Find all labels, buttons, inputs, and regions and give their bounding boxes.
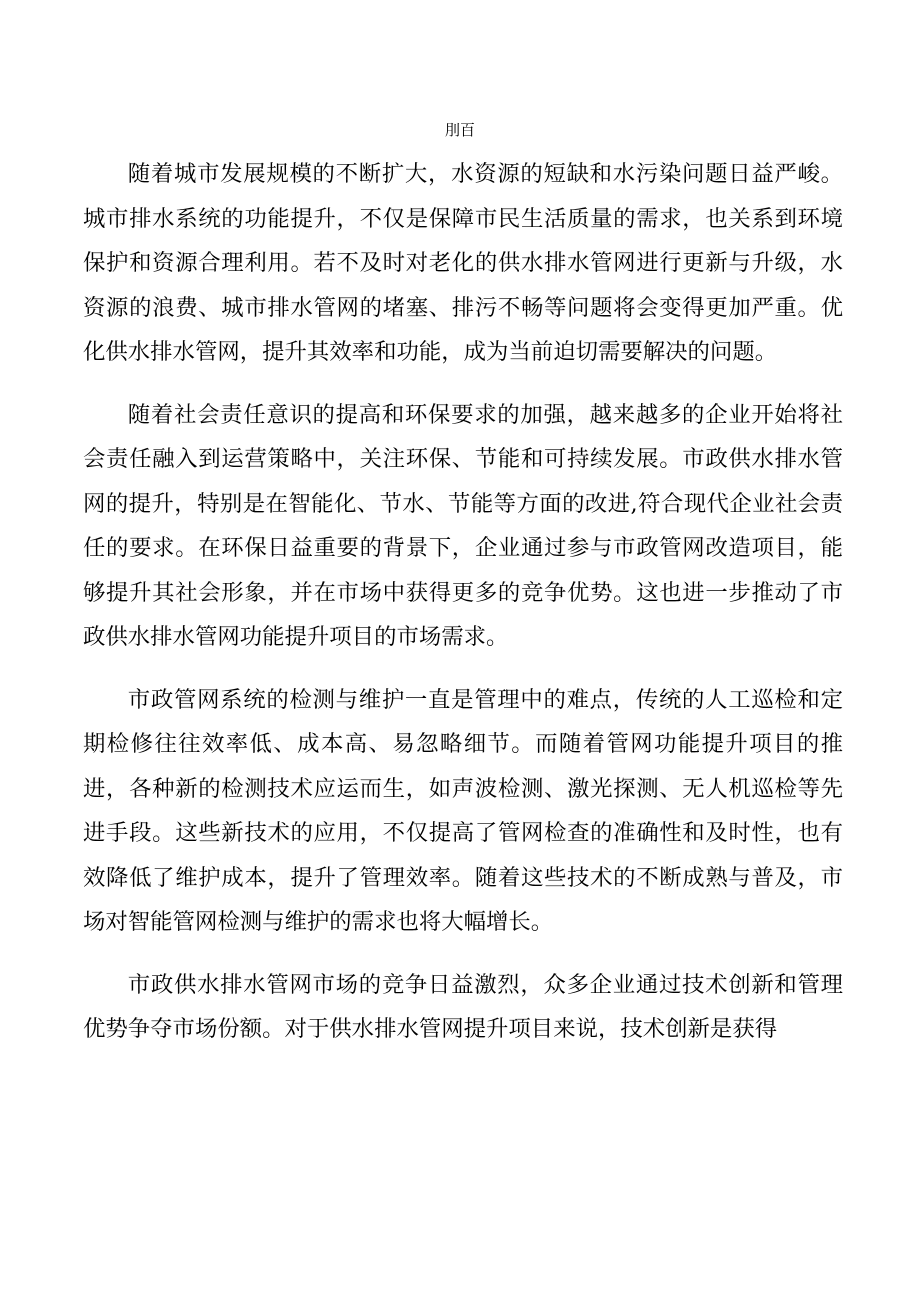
paragraph-3: 市政管网系统的检测与维护一直是管理中的难点，传统的人工巡检和定期检修往往效率低、成本高、易忽略细节。而随着管网功能提升项目的推进，各种新的检测技术应运而生，如声波检测、激光探测、无人机巡检等先进手段。这些新技术的应用，不仅提高了管网检查的准确性和及时性，也有效降低了维护成本，提升了管理效率。随着这些技术的不断成熟与普及，市场对智能管网检测与维护的需求也将大幅增长。	[83, 686, 843, 935]
page-heading: 刖百	[444, 121, 475, 139]
document-body	[83, 152, 843, 1070]
paragraph-4: 市政供水排水管网市场的竞争日益激烈，众多企业通过技术创新和管理优势争夺市场份额。对于供水排水管网提升项目来说，技术创新是获得	[83, 971, 843, 1042]
paragraph-1: 随着城市发展规模的不断扩大，水资源的短缺和水污染问题日益严峻。城市排水系统的功能提升，不仅是保障市民生活质量的需求，也关系到环境保护和资源合理利用。若不及时对老化的供水排水管网进行更新与升级，水资源的浪费、城市排水管网的堵塞、排污不畅等问题将会变得更加严重。优化供水排水管网，提升其效率和功能，成为当前迫切需要解决的问题。	[83, 161, 843, 365]
paragraph-2: 随着社会责任意识的提高和环保要求的加强，越来越多的企业开始将社会责任融入到运营策略中，关注环保、节能和可持续发展。市政供水排水管网的提升，特别是在智能化、节水、节能等方面的改进,符合现代企业社会责任的要求。在环保日益重要的背景下，企业通过参与市政管网改造项目，能够提升其社会形象，并在市场中获得更多的竞争优势。这也进一步推动了市政供水排水管网功能提升项目的市场需求。	[83, 401, 843, 650]
